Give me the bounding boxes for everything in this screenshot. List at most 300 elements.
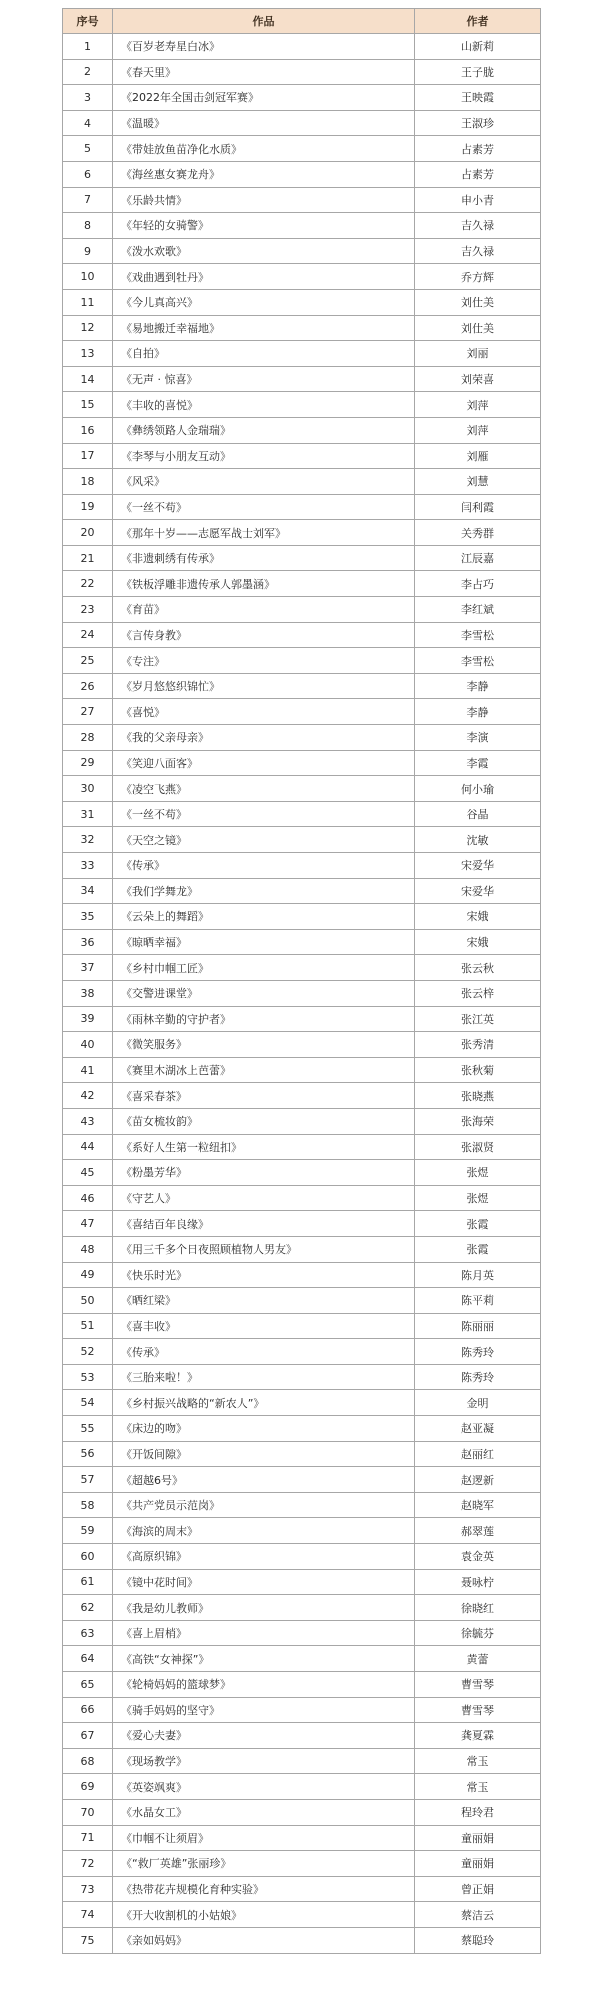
author-name: 刘雁 [415,443,541,469]
work-title: 《言传身教》 [113,622,415,648]
author-name: 王子胧 [415,59,541,85]
row-number: 17 [63,443,113,469]
work-title: 《育苗》 [113,597,415,623]
row-number: 9 [63,238,113,264]
work-title: 《喜采春茶》 [113,1083,415,1109]
row-number: 40 [63,1032,113,1058]
table-row [63,1876,541,1902]
author-name: 张霞 [415,1211,541,1237]
author-name: 陈秀玲 [415,1364,541,1390]
work-title: 《轮椅妈妈的篮球梦》 [113,1672,415,1698]
work-title: 《现场教学》 [113,1748,415,1774]
row-number: 71 [63,1825,113,1851]
work-title: 《我们学舞龙》 [113,878,415,904]
table-row [63,1774,541,1800]
work-title: 《易地搬迁幸福地》 [113,315,415,341]
row-number: 74 [63,1902,113,1928]
row-number: 49 [63,1262,113,1288]
work-title: 《镜中花时间》 [113,1569,415,1595]
table-row [63,801,541,827]
table-row [63,725,541,751]
row-number: 15 [63,392,113,418]
row-number: 62 [63,1595,113,1621]
table-row [63,1697,541,1723]
work-title: 《春天里》 [113,59,415,85]
table-row [63,1544,541,1570]
author-name: 占素芳 [415,136,541,162]
table-row [63,1236,541,1262]
work-title: 《晒红梁》 [113,1288,415,1314]
author-name: 刘慧 [415,469,541,495]
work-title: 《海丝惠女赛龙舟》 [113,161,415,187]
work-title: 《乐龄共情》 [113,187,415,213]
author-name: 李静 [415,673,541,699]
table-row [63,34,541,60]
author-name: 宋娥 [415,904,541,930]
row-number: 55 [63,1416,113,1442]
work-title: 《传承》 [113,853,415,879]
row-number: 36 [63,929,113,955]
row-number: 30 [63,776,113,802]
author-name: 宋爱华 [415,853,541,879]
header-author: 作者 [415,9,541,34]
row-number: 1 [63,34,113,60]
table-row [63,827,541,853]
row-number: 37 [63,955,113,981]
author-name: 张海荣 [415,1108,541,1134]
work-title: 《非遗刺绣有传承》 [113,545,415,571]
author-name: 李红斌 [415,597,541,623]
work-title: 《热带花卉规模化育种实验》 [113,1876,415,1902]
table-row [63,1006,541,1032]
table-row [63,1288,541,1314]
row-number: 6 [63,161,113,187]
row-number: 75 [63,1927,113,1953]
author-name: 李占巧 [415,571,541,597]
author-name: 曹雪琴 [415,1672,541,1698]
work-title: 《我是幼儿教师》 [113,1595,415,1621]
work-title: 《海滨的周末》 [113,1518,415,1544]
author-name: 张云梓 [415,980,541,1006]
works-table [62,8,541,1954]
author-name: 何小瑜 [415,776,541,802]
author-name: 张云秋 [415,955,541,981]
table-row [63,980,541,1006]
author-name: 张煜 [415,1160,541,1186]
author-name: 刘丽 [415,341,541,367]
row-number: 45 [63,1160,113,1186]
work-title: 《带娃放鱼苗净化水质》 [113,136,415,162]
author-name: 李霞 [415,750,541,776]
author-name: 王映霞 [415,85,541,111]
work-title: 《乡村振兴战略的“新农人”》 [113,1390,415,1416]
table-row [63,289,541,315]
row-number: 13 [63,341,113,367]
table-row [63,443,541,469]
work-title: 《高原织锦》 [113,1544,415,1570]
work-title: 《乡村巾帼工匠》 [113,955,415,981]
work-title: 《天空之镜》 [113,827,415,853]
row-number: 41 [63,1057,113,1083]
work-title: 《喜上眉梢》 [113,1620,415,1646]
author-name: 宋娥 [415,929,541,955]
table-row [63,1799,541,1825]
table-row [63,545,541,571]
work-title: 《自拍》 [113,341,415,367]
row-number: 11 [63,289,113,315]
row-number: 21 [63,545,113,571]
table-row [63,1134,541,1160]
work-title: 《床边的吻》 [113,1416,415,1442]
work-title: 《开饭间隙》 [113,1441,415,1467]
row-number: 66 [63,1697,113,1723]
author-name: 江辰嘉 [415,545,541,571]
author-name: 赵亚凝 [415,1416,541,1442]
row-number: 46 [63,1185,113,1211]
work-title: 《亲如妈妈》 [113,1927,415,1953]
table-row [63,955,541,981]
row-number: 14 [63,366,113,392]
row-number: 57 [63,1467,113,1493]
author-name: 李雪松 [415,648,541,674]
row-number: 44 [63,1134,113,1160]
row-number: 70 [63,1799,113,1825]
table-row [63,1057,541,1083]
row-number: 34 [63,878,113,904]
author-name: 沈敏 [415,827,541,853]
work-title: 《巾帼不让须眉》 [113,1825,415,1851]
author-name: 李演 [415,725,541,751]
author-name: 陈秀玲 [415,1339,541,1365]
table-row [63,1185,541,1211]
table-row [63,853,541,879]
work-title: 《百岁老寿星白冰》 [113,34,415,60]
work-title: 《无声 · 惊喜》 [113,366,415,392]
author-name: 徐晓红 [415,1595,541,1621]
author-name: 张淑贤 [415,1134,541,1160]
row-number: 43 [63,1108,113,1134]
work-title: 《守艺人》 [113,1185,415,1211]
work-title: 《微笑服务》 [113,1032,415,1058]
work-title: 《高铁“女神探”》 [113,1646,415,1672]
work-title: 《岁月悠悠织锦忙》 [113,673,415,699]
work-title: 《用三千多个日夜照顾植物人男友》 [113,1236,415,1262]
row-number: 67 [63,1723,113,1749]
work-title: 《共产党员示范岗》 [113,1492,415,1518]
table-row [63,187,541,213]
work-title: 《丰收的喜悦》 [113,392,415,418]
table-row [63,315,541,341]
work-title: 《赛里木湖冰上芭蕾》 [113,1057,415,1083]
row-number: 19 [63,494,113,520]
table-row [63,1518,541,1544]
author-name: 常玉 [415,1748,541,1774]
work-title: 《凌空飞燕》 [113,776,415,802]
table-row [63,750,541,776]
author-name: 李雪松 [415,622,541,648]
author-name: 吉久禄 [415,213,541,239]
table-row [63,878,541,904]
row-number: 69 [63,1774,113,1800]
work-title: 《喜结百年良缘》 [113,1211,415,1237]
work-title: 《专注》 [113,648,415,674]
table-row [63,59,541,85]
work-title: 《骑手妈妈的坚守》 [113,1697,415,1723]
table-row [63,520,541,546]
author-name: 乔方辉 [415,264,541,290]
work-title: 《云朵上的舞蹈》 [113,904,415,930]
author-name: 蔡聪玲 [415,1927,541,1953]
table-body [63,34,541,1954]
table-row [63,1620,541,1646]
work-title: 《年轻的女骑警》 [113,213,415,239]
author-name: 谷晶 [415,801,541,827]
author-name: 张晓燕 [415,1083,541,1109]
work-title: 《温暖》 [113,110,415,136]
work-title: 《2022年全国击剑冠军赛》 [113,85,415,111]
work-title: 《今儿真高兴》 [113,289,415,315]
work-title: 《苗女梳妆韵》 [113,1108,415,1134]
work-title: 《开大收割机的小姑娘》 [113,1902,415,1928]
table-row [63,110,541,136]
work-title: 《交警进课堂》 [113,980,415,1006]
table-row [63,1569,541,1595]
author-name: 金明 [415,1390,541,1416]
table-row [63,571,541,597]
author-name: 宋爱华 [415,878,541,904]
table-row [63,929,541,955]
author-name: 赵丽红 [415,1441,541,1467]
work-title: 《戏曲遇到牡丹》 [113,264,415,290]
table-row [63,85,541,111]
row-number: 52 [63,1339,113,1365]
table-row [63,1646,541,1672]
table-row [63,1211,541,1237]
work-title: 《喜丰收》 [113,1313,415,1339]
author-name: 曹雪琴 [415,1697,541,1723]
row-number: 63 [63,1620,113,1646]
author-name: 黄蕾 [415,1646,541,1672]
row-number: 29 [63,750,113,776]
table-row [63,1595,541,1621]
author-name: 陈丽丽 [415,1313,541,1339]
work-title: 《三胎来啦！》 [113,1364,415,1390]
work-title: 《水晶女工》 [113,1799,415,1825]
row-number: 51 [63,1313,113,1339]
row-number: 50 [63,1288,113,1314]
author-name: 刘仕美 [415,289,541,315]
table-row [63,1672,541,1698]
table-row [63,1441,541,1467]
row-number: 26 [63,673,113,699]
work-title: 《爱心夫妻》 [113,1723,415,1749]
author-name: 常玉 [415,1774,541,1800]
author-name: 陈平莉 [415,1288,541,1314]
author-name: 赵晓军 [415,1492,541,1518]
row-number: 5 [63,136,113,162]
row-number: 23 [63,597,113,623]
table-header-row [63,9,541,34]
table-row [63,1108,541,1134]
works-table-container [62,8,540,1954]
table-row [63,1467,541,1493]
author-name: 李静 [415,699,541,725]
work-title: 《风采》 [113,469,415,495]
row-number: 7 [63,187,113,213]
row-number: 42 [63,1083,113,1109]
work-title: 《喜悦》 [113,699,415,725]
row-number: 10 [63,264,113,290]
work-title: 《彝绣领路人金瑞瑞》 [113,417,415,443]
row-number: 60 [63,1544,113,1570]
author-name: 袁金英 [415,1544,541,1570]
table-row [63,1902,541,1928]
table-row [63,1364,541,1390]
row-number: 56 [63,1441,113,1467]
row-number: 25 [63,648,113,674]
work-title: 《一丝不苟》 [113,801,415,827]
row-number: 73 [63,1876,113,1902]
author-name: 陈月英 [415,1262,541,1288]
work-title: 《李琴与小朋友互动》 [113,443,415,469]
row-number: 2 [63,59,113,85]
author-name: 闫利霞 [415,494,541,520]
table-row [63,469,541,495]
row-number: 47 [63,1211,113,1237]
author-name: 童丽娟 [415,1825,541,1851]
row-number: 18 [63,469,113,495]
author-name: 蔡洁云 [415,1902,541,1928]
row-number: 28 [63,725,113,751]
row-number: 64 [63,1646,113,1672]
author-name: 张霞 [415,1236,541,1262]
table-row [63,699,541,725]
row-number: 54 [63,1390,113,1416]
table-row [63,392,541,418]
header-no: 序号 [63,9,113,34]
author-name: 吉久禄 [415,238,541,264]
row-number: 4 [63,110,113,136]
table-row [63,213,541,239]
table-row [63,1748,541,1774]
table-row [63,1262,541,1288]
table-row [63,1851,541,1877]
table-row [63,1416,541,1442]
author-name: 张江英 [415,1006,541,1032]
work-title: 《晾晒幸福》 [113,929,415,955]
author-name: 聂咏柠 [415,1569,541,1595]
table-row [63,1390,541,1416]
work-title: 《那年十岁——志愿军战士刘军》 [113,520,415,546]
row-number: 24 [63,622,113,648]
row-number: 3 [63,85,113,111]
row-number: 12 [63,315,113,341]
table-row [63,1825,541,1851]
author-name: 张煜 [415,1185,541,1211]
author-name: 程玲君 [415,1799,541,1825]
table-row [63,597,541,623]
table-row [63,136,541,162]
work-title: 《快乐时光》 [113,1262,415,1288]
table-row [63,238,541,264]
row-number: 53 [63,1364,113,1390]
table-row [63,776,541,802]
row-number: 22 [63,571,113,597]
table-row [63,264,541,290]
table-row [63,1032,541,1058]
table-row [63,904,541,930]
author-name: 占素芳 [415,161,541,187]
author-name: 山新莉 [415,34,541,60]
table-row [63,1339,541,1365]
table-row [63,1313,541,1339]
table-row [63,417,541,443]
table-row [63,648,541,674]
work-title: 《英姿飒爽》 [113,1774,415,1800]
work-title: 《笑迎八面客》 [113,750,415,776]
table-row [63,494,541,520]
author-name: 刘荣喜 [415,366,541,392]
author-name: 刘萍 [415,392,541,418]
work-title: 《传承》 [113,1339,415,1365]
table-row [63,1723,541,1749]
work-title: 《雨林辛勤的守护者》 [113,1006,415,1032]
table-row [63,366,541,392]
author-name: 刘萍 [415,417,541,443]
work-title: 《粉墨芳华》 [113,1160,415,1186]
row-number: 72 [63,1851,113,1877]
work-title: 《我的父亲母亲》 [113,725,415,751]
author-name: 曾正娟 [415,1876,541,1902]
row-number: 16 [63,417,113,443]
header-work: 作品 [113,9,415,34]
work-title: 《铁板浮雕非遗传承人郭墨涵》 [113,571,415,597]
work-title: 《泼水欢歌》 [113,238,415,264]
row-number: 68 [63,1748,113,1774]
author-name: 赵逻新 [415,1467,541,1493]
table-row [63,673,541,699]
row-number: 20 [63,520,113,546]
table-row [63,1927,541,1953]
author-name: 关秀群 [415,520,541,546]
author-name: 徐毓芬 [415,1620,541,1646]
author-name: 王淑珍 [415,110,541,136]
author-name: 郝翠莲 [415,1518,541,1544]
table-row [63,622,541,648]
row-number: 27 [63,699,113,725]
table-row [63,1083,541,1109]
author-name: 张秋菊 [415,1057,541,1083]
work-title: 《超越6号》 [113,1467,415,1493]
row-number: 59 [63,1518,113,1544]
row-number: 65 [63,1672,113,1698]
row-number: 61 [63,1569,113,1595]
row-number: 8 [63,213,113,239]
author-name: 刘仕美 [415,315,541,341]
row-number: 58 [63,1492,113,1518]
row-number: 35 [63,904,113,930]
table-row [63,1160,541,1186]
work-title: 《“救厂英雄”张丽珍》 [113,1851,415,1877]
row-number: 33 [63,853,113,879]
author-name: 申小青 [415,187,541,213]
author-name: 龚夏霖 [415,1723,541,1749]
row-number: 32 [63,827,113,853]
table-row [63,161,541,187]
author-name: 童丽娟 [415,1851,541,1877]
row-number: 48 [63,1236,113,1262]
work-title: 《一丝不苟》 [113,494,415,520]
